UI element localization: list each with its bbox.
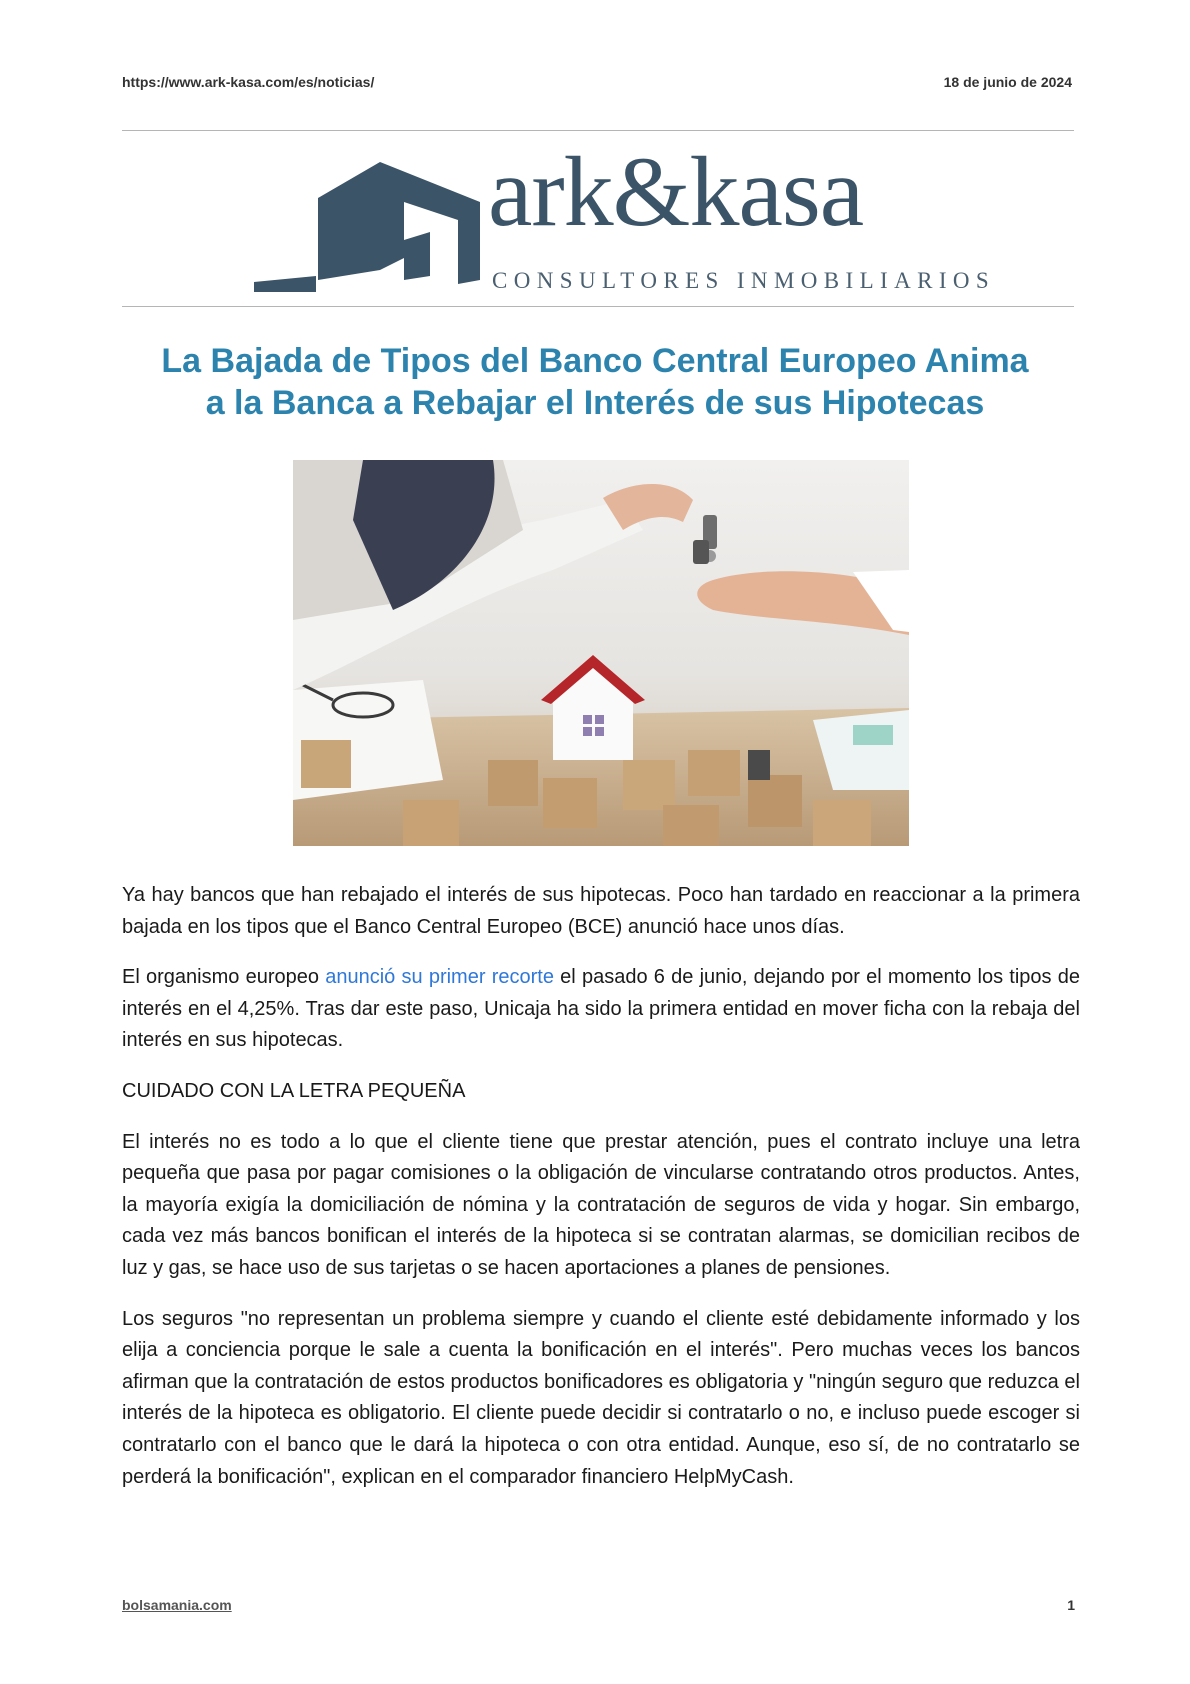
ecb-announcement-link[interactable]: anunció su primer recorte [325, 966, 554, 989]
article-body [122, 880, 1080, 1512]
header-url: https://www.ark-kasa.com/es/noticias/ [122, 74, 375, 90]
ark-kasa-logo [254, 136, 996, 293]
paragraph-4: Los seguros "no representan un problema siempre y cuando el cliente esté debidamente informado y los elija a conciencia porque le sale a cuenta la bonificación en el interés". Pero muchas veces los bancos afirman que la contratación de estos productos bonificadores es obligatoria y "ningún seguro que reduzca el interés de la hipoteca es obligatorio. El cliente puede decidir si contratarlo o no, e incluso puede escoger si contratarlo con el banco que le dará la hipoteca o con otra entidad. Aunque, eso sí, de no contratarlo se perderá la bonificación", explican en el comparador financiero HelpMyCash. [122, 1307, 1080, 1488]
house-mark-icon [254, 158, 482, 292]
footer-source[interactable]: bolsamania.com [122, 1597, 232, 1613]
paragraph-2-end: el pasado 6 de junio, dejando por el momento los tipos de interés en el 4,25%. Tras dar este paso, Unicaja ha sido la primera entidad en mover ficha con la rebaja del interés en sus hipotecas. [122, 966, 1081, 1052]
article-title [110, 340, 1080, 424]
paragraph-2-start: El organismo europeo [122, 966, 326, 989]
logo-divider [122, 306, 1074, 307]
paragraph-1: Ya hay bancos que han rebajado el interés de sus hipotecas. Poco han tardado en reaccionar a la primera bajada en los tipos que el Banco Central Europeo (BCE) anunció hace unos días. [122, 884, 1080, 938]
header-date: 18 de junio de 2024 [943, 74, 1072, 90]
page-number: 1 [1067, 1597, 1075, 1613]
section-subheading: CUIDADO CON LA LETRA PEQUEÑA [122, 1079, 466, 1102]
header-divider [122, 130, 1074, 131]
hero-image [293, 460, 909, 846]
keys-handover-illustration [293, 460, 909, 846]
title-line-2: a la Banca a Rebajar el Interés de sus Hipotecas [205, 384, 985, 422]
paragraph-2 [122, 962, 1080, 1057]
logo-wordmark: ark&kasa [488, 136, 864, 247]
paragraph-3: El interés no es todo a lo que el cliente tiene que prestar atención, pues el contrato incluye una letra pequeña que pasa por pagar comisiones o la obligación de vincularse contratando otros productos. Antes, la mayoría exigía la domiciliación de nómina y la contratación de seguros de vida y hogar. Sin embargo, cada vez más bancos bonifican el interés de la hipoteca si se contratan alarmas, se domicilian recibos de luz y gas, se hace uso de sus tarjetas o se hacen aportaciones a planes de pensiones. [122, 1130, 1080, 1279]
title-line-1: La Bajada de Tipos del Banco Central Europeo Anima [161, 342, 1029, 380]
logo-tagline: CONSULTORES INMOBILIARIOS [492, 268, 996, 293]
